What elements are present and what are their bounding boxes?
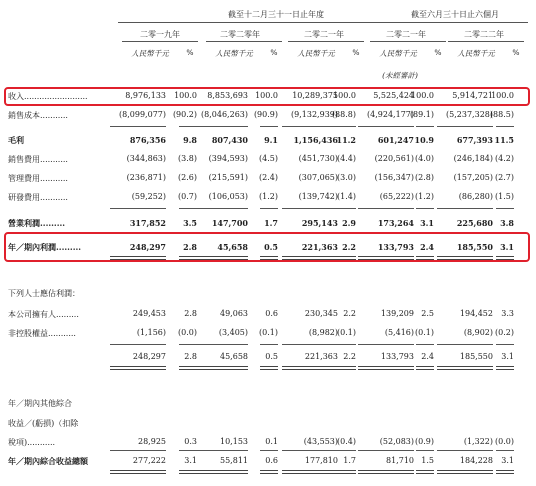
amount-cell: (246,184): [453, 154, 493, 163]
amount-cell: 177,810: [304, 456, 338, 465]
year-header-2021-6m: 二零二一年: [386, 30, 426, 39]
single-rule: [358, 450, 414, 451]
percent-cell: (1.2): [415, 192, 434, 201]
amount-cell: (451,730): [298, 154, 338, 163]
percent-cell: 3.1: [420, 218, 434, 228]
percent-cell: (1.5): [495, 192, 514, 201]
amount-cell: 49,063: [220, 309, 248, 318]
percent-cell: 3.1: [184, 456, 197, 465]
row-label-nci: 非控股權益...........: [8, 329, 76, 338]
amount-cell: 147,700: [211, 218, 248, 228]
row-label-cost-of-sales: 銷售成本...........: [8, 111, 68, 120]
amount-cell: 601,247: [377, 135, 414, 145]
year-header-2021: 二零二一年: [304, 30, 344, 39]
amount-cell: 184,228: [459, 456, 493, 465]
single-rule: [358, 126, 414, 127]
percent-cell: 2.4: [420, 242, 434, 252]
percent-cell: 0.6: [265, 456, 278, 465]
double-rule: [282, 256, 338, 260]
amount-cell: 28,925: [138, 437, 166, 446]
percent-cell: 2.2: [343, 309, 356, 318]
amount-cell: (8,982): [308, 328, 338, 337]
single-rule: [192, 208, 248, 209]
single-rule: [437, 344, 493, 345]
amount-cell: 45,658: [220, 352, 248, 361]
percent-cell: (2.8): [415, 173, 434, 182]
amount-cell: (8,046,263): [201, 110, 248, 119]
row-label-admin-expenses: 管理費用...........: [8, 174, 68, 183]
percent-cell: (1.2): [259, 192, 278, 201]
single-rule: [192, 344, 248, 345]
amount-cell: 45,658: [217, 242, 248, 252]
row-label-rd-expenses: 研發費用...........: [8, 193, 68, 202]
amount-cell: (1,156): [136, 328, 166, 337]
amount-cell: (344,863): [126, 154, 166, 163]
single-rule: [260, 208, 278, 209]
amount-cell: (106,053): [208, 192, 248, 201]
percent-cell: 3.5: [183, 218, 197, 228]
amount-cell: (3,405): [218, 328, 248, 337]
percent-cell: (89.1): [409, 110, 434, 119]
percent-cell: (88.5): [489, 110, 514, 119]
row-label-operating-profit: 營業利潤.........: [8, 218, 66, 228]
single-rule: [358, 344, 414, 345]
percent-cell: 0.5: [265, 352, 278, 361]
pct-header: %: [186, 48, 194, 57]
amount-cell: (5,237,328): [446, 110, 493, 119]
percent-cell: 3.1: [500, 242, 514, 252]
double-rule: [260, 366, 278, 370]
year-rule: [448, 41, 524, 42]
single-rule: [496, 344, 514, 345]
amount-cell: 133,793: [377, 242, 414, 252]
amount-cell: (394,593): [208, 154, 248, 163]
percent-cell: 2.4: [421, 352, 434, 361]
amount-cell: 248,297: [129, 242, 166, 252]
header-group-six-months: 截至六月三十日止六個月: [411, 10, 499, 19]
amount-cell: 185,550: [456, 242, 493, 252]
single-rule: [416, 126, 434, 127]
single-rule: [496, 126, 514, 127]
amount-cell: (43,553): [303, 437, 338, 446]
double-rule: [192, 470, 248, 474]
amount-cell: 295,143: [301, 218, 338, 228]
year-header-2020: 二零二零年: [220, 30, 260, 39]
amount-cell: (65,222): [379, 192, 414, 201]
amount-cell: (1,322): [463, 437, 493, 446]
percent-cell: (3.8): [178, 154, 197, 163]
double-rule: [358, 366, 414, 370]
amount-cell: (59,252): [131, 192, 166, 201]
amount-cell: (8,902): [463, 328, 493, 337]
amount-cell: (157,205): [453, 173, 493, 182]
amount-cell: (236,871): [126, 173, 166, 182]
single-rule: [260, 344, 278, 345]
percent-cell: 9.1: [264, 135, 278, 145]
single-rule: [110, 450, 166, 451]
double-rule: [282, 366, 338, 370]
amount-cell: 230,345: [304, 309, 338, 318]
single-rule: [338, 450, 356, 451]
percent-cell: (1.4): [337, 192, 356, 201]
amount-cell: (156,347): [374, 173, 414, 182]
amount-cell: 249,453: [132, 309, 166, 318]
year-rule: [122, 41, 198, 42]
single-rule: [358, 208, 414, 209]
percent-cell: 3.1: [501, 352, 514, 361]
single-rule: [416, 344, 434, 345]
amount-cell: 807,430: [211, 135, 248, 145]
amount-cell: 248,297: [132, 352, 166, 361]
amount-cell: (52,083): [379, 437, 414, 446]
amount-cell: (5,416): [384, 328, 414, 337]
single-rule: [338, 126, 356, 127]
percent-cell: 100.0: [411, 91, 434, 100]
amount-cell: 1,156,436: [293, 135, 338, 145]
single-rule: [437, 208, 493, 209]
percent-cell: 1.7: [343, 456, 356, 465]
unit-header: 人民幣千元: [215, 49, 253, 58]
percent-cell: 2.8: [184, 309, 197, 318]
double-rule: [437, 366, 493, 370]
pct-header: %: [512, 48, 520, 57]
amount-cell: (307,065): [298, 173, 338, 182]
percent-cell: 10.9: [414, 135, 434, 145]
double-rule: [416, 256, 434, 260]
amount-cell: 221,363: [304, 352, 338, 361]
percent-cell: 11.2: [336, 135, 356, 145]
amount-cell: 5,914,721: [452, 91, 493, 100]
double-rule: [437, 256, 493, 260]
percent-cell: 0.1: [265, 437, 278, 446]
percent-cell: 9.8: [183, 135, 197, 145]
percent-cell: 2.8: [184, 352, 197, 361]
percent-cell: (4.4): [337, 154, 356, 163]
amount-cell: 10,289,375: [292, 91, 338, 100]
row-label-total-comprehensive: 年／期內綜合收益總額: [8, 456, 88, 466]
pct-header: %: [434, 48, 442, 57]
double-rule: [110, 366, 166, 370]
percent-cell: 0.6: [265, 309, 278, 318]
single-rule: [110, 344, 166, 345]
double-rule: [282, 470, 338, 474]
unaudited-note: (未經審計): [382, 71, 418, 80]
double-rule: [496, 470, 514, 474]
percent-cell: 2.9: [342, 218, 356, 228]
percent-cell: (0.9): [415, 437, 434, 446]
percent-cell: (0.0): [178, 328, 197, 337]
double-rule: [110, 256, 166, 260]
single-rule: [338, 208, 356, 209]
percent-cell: 0.5: [264, 242, 278, 252]
row-label-profit-for-period: 年／期內利潤.........: [8, 242, 82, 252]
amount-cell: 185,550: [459, 352, 493, 361]
percent-cell: 100.0: [491, 91, 514, 100]
amount-cell: (220,561): [374, 154, 414, 163]
single-rule: [416, 208, 434, 209]
year-rule: [370, 41, 446, 42]
double-rule: [338, 366, 356, 370]
percent-cell: (88.8): [331, 110, 356, 119]
single-rule: [496, 450, 514, 451]
double-rule: [416, 470, 434, 474]
row-label-revenue: 收入.........................: [8, 92, 88, 101]
percent-cell: 2.2: [343, 352, 356, 361]
double-rule: [338, 256, 356, 260]
amount-cell: 194,452: [459, 309, 493, 318]
row-label-selling-expenses: 銷售費用...........: [8, 155, 68, 164]
year-header-2022-6m: 二零二二年: [464, 30, 504, 39]
single-rule: [437, 126, 493, 127]
percent-cell: (0.2): [495, 328, 514, 337]
row-label-oci-3: 稅項)...........: [8, 438, 56, 447]
single-rule: [282, 208, 338, 209]
amount-cell: 10,153: [220, 437, 248, 446]
percent-cell: (0.1): [415, 328, 434, 337]
header-group-6m-rule: [368, 22, 528, 23]
amount-cell: (8,099,077): [119, 110, 166, 119]
single-rule: [338, 344, 356, 345]
header-group-fy-rule: [118, 22, 368, 23]
amount-cell: 677,393: [456, 135, 493, 145]
single-rule: [282, 126, 338, 127]
year-rule: [206, 41, 282, 42]
amount-cell: 55,811: [220, 456, 248, 465]
amount-cell: (139,742): [298, 192, 338, 201]
percent-cell: 2.8: [183, 242, 197, 252]
unit-header: 人民幣千元: [379, 49, 417, 58]
percent-cell: 100.0: [333, 91, 356, 100]
percent-cell: 1.5: [421, 456, 434, 465]
percent-cell: (4.2): [495, 154, 514, 163]
unit-header: 人民幣千元: [457, 49, 495, 58]
percent-cell: (4.0): [415, 154, 434, 163]
single-rule: [192, 126, 248, 127]
percent-cell: (2.7): [495, 173, 514, 182]
single-rule: [496, 208, 514, 209]
single-rule: [110, 126, 166, 127]
amount-cell: 8,853,693: [207, 91, 248, 100]
percent-cell: (0.7): [178, 192, 197, 201]
double-rule: [496, 366, 514, 370]
double-rule: [358, 256, 414, 260]
row-label-owners: 本公司擁有人.........: [8, 310, 79, 319]
double-rule: [338, 470, 356, 474]
year-rule: [288, 41, 364, 42]
percent-cell: 0.3: [184, 437, 197, 446]
single-rule: [437, 450, 493, 451]
amount-cell: (9,132,939): [291, 110, 338, 119]
double-rule: [358, 470, 414, 474]
percent-cell: 3.1: [501, 456, 514, 465]
amount-cell: 277,222: [132, 456, 166, 465]
percent-cell: 1.7: [264, 218, 278, 228]
percent-cell: (2.4): [259, 173, 278, 182]
amount-cell: 225,680: [456, 218, 493, 228]
amount-cell: (4,924,177): [367, 110, 414, 119]
amount-cell: 317,852: [129, 218, 166, 228]
amount-cell: 5,525,424: [373, 91, 414, 100]
row-label-gross-profit: 毛利: [8, 135, 24, 145]
percent-cell: (0.0): [495, 437, 514, 446]
amount-cell: 81,710: [386, 456, 414, 465]
double-rule: [192, 256, 248, 260]
single-rule: [260, 126, 278, 127]
percent-cell: (0.1): [337, 328, 356, 337]
amount-cell: 876,356: [129, 135, 166, 145]
pct-header: %: [270, 48, 278, 57]
single-rule: [282, 344, 338, 345]
double-rule: [260, 256, 278, 260]
double-rule: [496, 256, 514, 260]
row-label-oci-2: 收益／(虧損)（扣除: [8, 419, 79, 428]
double-rule: [416, 366, 434, 370]
percent-cell: (3.0): [337, 173, 356, 182]
year-header-2019: 二零一九年: [140, 30, 180, 39]
amount-cell: 8,976,133: [125, 91, 166, 100]
single-rule: [416, 450, 434, 451]
single-rule: [282, 450, 338, 451]
percent-cell: 3.3: [501, 309, 514, 318]
percent-cell: (90.9): [253, 110, 278, 119]
double-rule: [192, 366, 248, 370]
unit-header: 人民幣千元: [297, 49, 335, 58]
amount-cell: 133,793: [380, 352, 414, 361]
amount-cell: 173,264: [377, 218, 414, 228]
row-label-oci-1: 年／期內其他綜合: [8, 399, 72, 408]
pct-header: %: [352, 48, 360, 57]
amount-cell: (86,280): [458, 192, 493, 201]
unit-header: 人民幣千元: [131, 49, 169, 58]
amount-cell: 139,209: [380, 309, 414, 318]
percent-cell: (0.4): [337, 437, 356, 446]
percent-cell: 3.8: [500, 218, 514, 228]
percent-cell: 11.5: [494, 135, 514, 145]
double-rule: [437, 470, 493, 474]
percent-cell: (0.1): [259, 328, 278, 337]
percent-cell: 100.0: [255, 91, 278, 100]
amount-cell: 221,363: [301, 242, 338, 252]
percent-cell: 100.0: [174, 91, 197, 100]
percent-cell: (2.6): [178, 173, 197, 182]
header-group-fiscal-year: 截至十二月三十一日止年度: [228, 10, 324, 19]
single-rule: [110, 208, 166, 209]
percent-cell: 2.2: [342, 242, 356, 252]
single-rule: [192, 450, 248, 451]
single-rule: [260, 450, 278, 451]
double-rule: [110, 470, 166, 474]
row-label-attributable-to: 下列人士應佔利潤：: [8, 289, 80, 298]
percent-cell: (90.2): [172, 110, 197, 119]
percent-cell: (4.5): [259, 154, 278, 163]
amount-cell: (215,591): [208, 173, 248, 182]
percent-cell: 2.5: [421, 309, 434, 318]
double-rule: [260, 470, 278, 474]
